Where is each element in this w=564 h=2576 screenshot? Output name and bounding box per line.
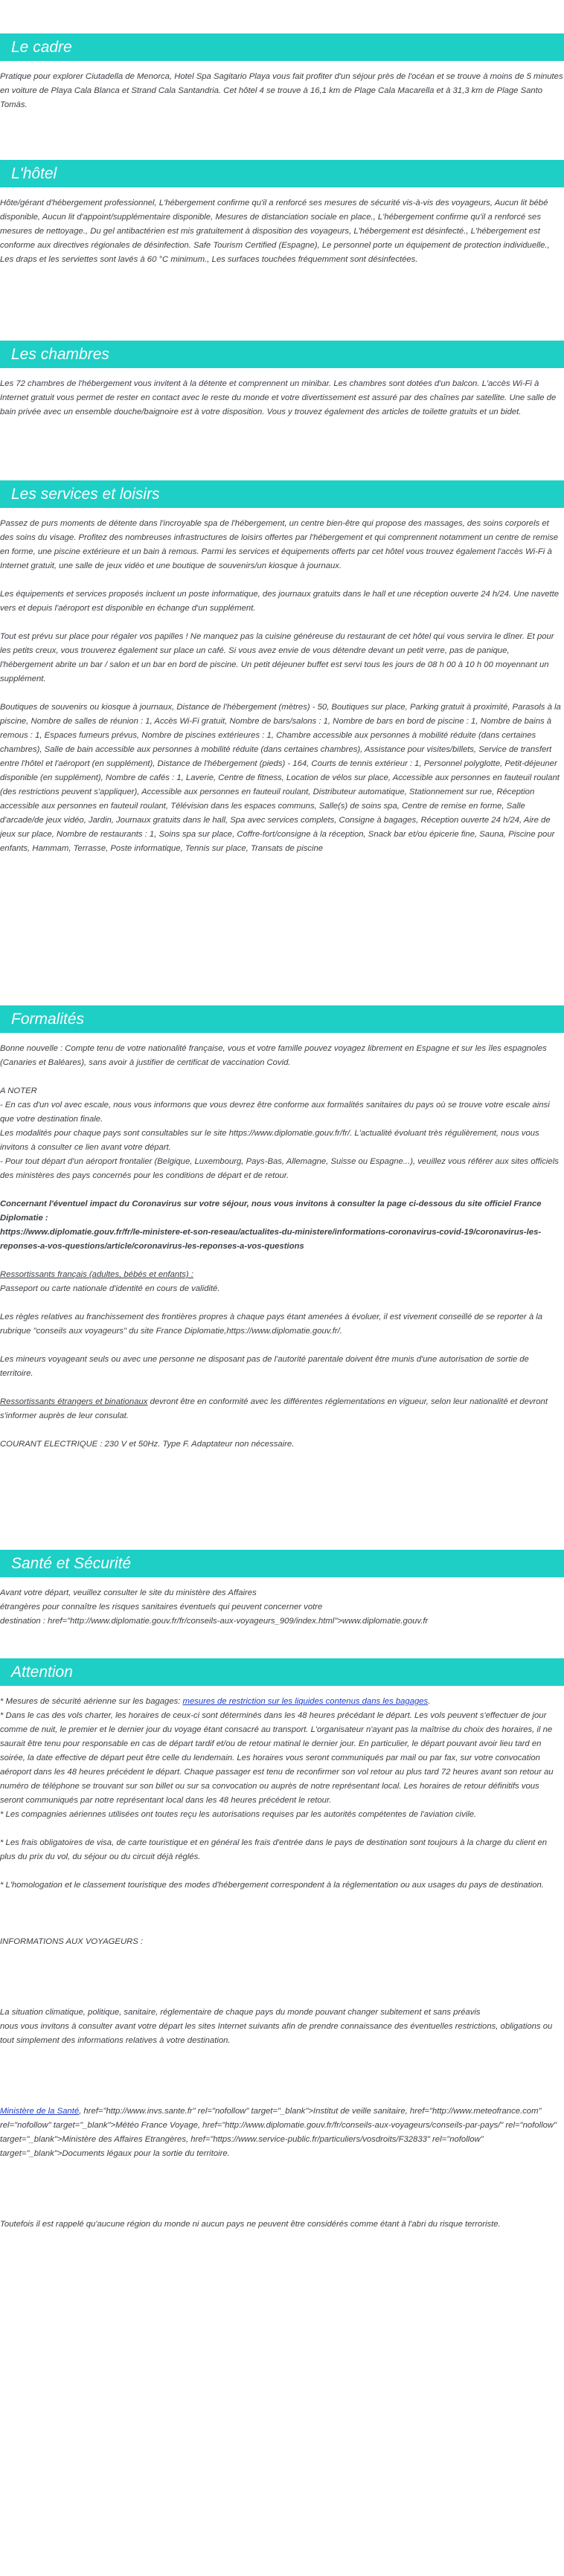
services-paragraph: Passez de purs moments de détente dans l'incroyable spa de l'hébergement, un centre bien-être qui propose des massages, des soins corporels et des soins du visage. Profitez des nombreuses infrastructures de loisirs offertes par l'hébergement et qui comprennent notamment un centre de remise en forme, une piscine extérieure et un bain à remous. Parmi les services et équipements offerts par cet hôtel vous trouvez également l'accès Wi-Fi à Internet gratuit, une salle de jeux vidéo et une boutique de souvenirs/un kiosque à journaux.: [0, 519, 559, 570]
section-title: Le cadre: [11, 39, 72, 56]
attention-bagages-prefix: * Mesures de sécurité aérienne sur les bagages:: [0, 1697, 183, 1706]
ressortissants-francais-label: Ressortissants français (adultes, bébés et enfants) :: [0, 1270, 193, 1279]
cadre-text: Pratique pour explorer Ciutadella de Menorca, Hotel Spa Sagitario Playa vous fait profiter d'un séjour près de l'océan et se trouve à moins de 5 minutes en voiture de Playa Cala Blanca et Strand Cala Santandria. Cet hôtel 4 se trouve à 16,1 km de Plage Cala Macarella et à 31,3 km de Plage Santo Tomás.: [0, 72, 563, 109]
section-title: Les chambres: [11, 346, 109, 363]
section-attention: [0, 1658, 564, 2232]
coronavirus-info-url: https://www.diplomatie.gouv.fr/fr/le-ministere-et-son-reseau/actualites-du-ministere/informations-coronavirus-covid-19/coronavirus-les-reponses-a-vos-questions/article/coronavirus-les-reponses-a-vos-questions: [0, 1228, 542, 1251]
informations-voyageurs-title: INFORMATIONS AUX VOYAGEURS :: [0, 1937, 144, 1946]
chambres-text: Les 72 chambres de l'hébergement vous invitent à la détente et comprennent un minibar. Les chambres sont dotées d'un balcon. L'accès Wi-Fi à Internet gratuit vous permet de rester en contact avec le reste du monde et votre divertissement est assuré par des chaînes par satellite. Une salle de bain privée avec un ensemble douche/baignoire est à votre disposition. Vous y trouvez également des articles de toilette gratuits et un bidet.: [0, 379, 557, 416]
section-header-formalites: [0, 1005, 564, 1033]
situation-line: nous vous invitons à consulter avant votre départ les sites Internet suivants afin de prendre connaissance des éventuelles restrictions, obligations ou tout simplement des informations relatives à votre destination.: [0, 2022, 553, 2045]
coronavirus-info: [0, 1197, 564, 1254]
section-header-services: [0, 480, 564, 508]
coronavirus-info-text: Concernant l'éventuel impact du Coronavirus sur votre séjour, nous vous invitons à consulter la page ci-dessous du site officiel France Diplomatie :: [0, 1200, 542, 1223]
section-header-hotel: [0, 160, 564, 187]
ressortissants-francais-text: Passeport ou carte nationale d'identité en cours de validité.: [0, 1284, 220, 1293]
ressortissants-etrangers-text: devront être en conformité avec les différentes réglementations en vigueur, selon leur nationalité et devront s'informer auprès de leur consulat.: [0, 1397, 548, 1420]
note-line: - Pour tout départ d'un aéroport frontalier (Belgique, Luxembourg, Pays-Bas, Allemagne, Suisse ou Espagne...), veuillez vous référer aux sites officiels des ministères des pays concernés pour les conditions de départ et de retour.: [0, 1157, 559, 1180]
ressortissants-francais: [0, 1268, 564, 1296]
section-header-sante: [0, 1550, 564, 1577]
section-formalites: [0, 1005, 564, 1452]
regles-frontieres: Les règles relatives au franchissement des frontières propres à chaque pays étant amenées à évoluer, il est vivement conseillé de se reporter à la rubrique "conseils aux voyageurs" du site France Diplomatie,https://www.diplomatie.gouv.fr/.: [0, 1313, 543, 1336]
note-line: Les modalités pour chaque pays sont consultables sur le site https://www.diplomatie.gouv.fr/fr/. L'actualité évoluant très régulièrement, nous vous invitons à consulter ce lien avant votre départ.: [0, 1129, 539, 1152]
attention-compagnies: * Les compagnies aériennes utilisées ont toutes reçu les autorisations requises par les autorités compétentes de l'aviation civile.: [0, 1810, 477, 1819]
hotel-text: Hôte/gérant d'hébergement professionnel, L'hébergement confirme qu'il a renforcé ses mesures de sécurité vis-à-vis des voyageurs, Aucun lit bébé disponible, Aucun lit d'appoint/supplémentaire disponible, Mesures de distanciation sociale en place., L'hébergement confirme qu'il a renforcé ses mesures de nettoyage., Du gel antibactérien est mis gratuitement à disposition des voyageurs, L'hébergement est désinfecté., L'hébergement est conforme aux directives régionales de désinfection. Safe Tourism Certified (Espagne), Le personnel porte un équipement de protection individuelle., Les draps et les serviettes sont lavés à 60 °C minimum., Les surfaces touchées fréquemment sont désinfectées.: [0, 199, 550, 264]
courant-electrique: COURANT ELECTRIQUE : 230 V et 50Hz. Type F. Adaptateur non nécessaire.: [0, 1440, 295, 1449]
attention-vols-charter: * Dans le cas des vols charter, les horaires de ceux-ci sont déterminés dans les 48 heures précédant le départ. Les vols peuvent s'effectuer de jour comme de nuit, le premier et le dernier jour du voyage étant consacré au transport. L'organisateur n'ayant pas la maîtrise du choix des horaires, il ne saurait être tenu pour responsable en cas de départ tardif et/ou de retour matinal le dernier jour. En particulier, le départ pouvant avoir lieu tard en soirée, la date effective de départ peut être celle du lendemain. Les horaires vous seront communiqués par mail ou par fax, sur votre convocation aéroport dans les 48 heures précédent le départ. Chaque passager est tenu de reconfirmer son vol retour au plus tard 72 heures avant son retour au numéro de téléphone se trouvant sur son billet ou sur sa convocation ou auprès de notre représentant local. Les horaires de retour définitifs vous seront communiqués par notre représentant local dans les 48 heures précédent le retour.: [0, 1711, 554, 1805]
services-paragraph: Boutiques de souvenirs ou kiosque à journaux, Distance de l'hébergement (mètres) - 50, Boutiques sur place, Parking gratuit à proximité, Parasols à la piscine, Nombre de salles de réunion : 1, Accès Wi-Fi gratuit, Nombre de bars/salons : 1, Nombre de bars en bord de piscine : 1, Nombre de bains à remous : 1, Espaces fumeurs prévus, Nombre de piscines extérieures : 1, Chambre accessible aux personnes à mobilité réduite (dans certaines chambres), Salle de bain accessible aux personnes à mobilité réduite (dans certaines chambres), Assistance pour visites/billets, Service de transfert entre l'hôtel et l'aéroport (en supplément), Distance de l'hébergement (pieds) - 164, Courts de tennis extérieur : 1, Personnel polyglotte, Petit-déjeuner disponible (en supplément), Nombre de cafés : 1, Laverie, Centre de fitness, Location de vélos sur place, Accessible aux personnes en fauteuil roulant (des restrictions peuvent s'appliquer), Accessible aux personnes en fauteuil roulant, Distributeur automatique, Stationnement sur rue, Réception accessible aux personnes en fauteuil roulant, Télévision dans les espaces communs, Salle(s) de soins spa, Centre de remise en forme, Salle d'arcade/de jeux vidéo, Jardin, Journaux gratuits dans le hall, Spa avec services complets, Consigne à bagages, Réception ouverte 24 h/24, Aire de jeux sur place, Nombre de restaurants : 1, Soins spa sur place, Coffre-fort/consigne à la réception, Snack bar et/ou épicerie fine, Sauna, Piscine pour enfants, Hammam, Terrasse, Poste informatique, Tennis sur place, Transats de piscine: [0, 703, 561, 853]
section-title: Attention: [11, 1664, 73, 1681]
sante-text-line: Avant votre départ, veuillez consulter le site du ministère des Affaires: [0, 1588, 257, 1597]
note-title: A NOTER: [0, 1086, 37, 1095]
section-title: Les services et loisirs: [11, 486, 160, 503]
section-title: L'hôtel: [11, 165, 57, 182]
section-cadre: [0, 33, 564, 112]
attention-bagages-suffix: .: [428, 1697, 431, 1706]
risque-terroriste: Toutefois il est rappelé qu'aucune région du monde ni aucun pays ne peuvent être considérés comme étant à l'abri du risque terroriste.: [0, 2220, 501, 2229]
ministere-sante-link[interactable]: Ministère de la Santé: [0, 2107, 80, 2116]
attention-homologation: * L'homologation et le classement touristique des modes d'hébergement correspondent à la réglementation ou aux usages du pays de destination.: [0, 1881, 544, 1890]
liquides-restriction-link[interactable]: mesures de restriction sur les liquides contenus dans les bagages: [182, 1697, 429, 1706]
section-header-attention: [0, 1658, 564, 1686]
section-header-cadre: [0, 33, 564, 61]
services-paragraph: Les équipements et services proposés incluent un poste informatique, des journaux gratuits dans le hall et une réception ouverte 24 h/24. Une navette vers et depuis l'aéroport est disponible en échange d'un supplément.: [0, 590, 560, 613]
sites-officiels: [0, 2105, 564, 2161]
attention-frais-visa: * Les frais obligatoires de visa, de carte touristique et en général les frais d'entrée dans le pays de destination sont toujours à la charge du client en plus du prix du vol, du séjour ou du circuit déjà réglés.: [0, 1838, 548, 1861]
services-paragraph: Tout est prévu sur place pour régaler vos papilles ! Ne manquez pas la cuisine généreuse du restaurant de cet hôtel qui vous servira le dîner. Et pour les petits creux, vous trouverez également sur place un café. Si vous avez envie de vous détendre devant un petit verre, pas de panique, l'hébergement abrite un bar / salon et un bar en bord de piscine. Un petit déjeuner buffet est servi tous les jours de 08 h 00 à 10 h 00 moyennant un supplément.: [0, 632, 554, 683]
formalites-intro: Bonne nouvelle : Compte tenu de votre nationalité française, vous et votre famille pouvez voyagez librement en Espagne et sur les îles espagnoles (Canaries et Baléares), sans avoir à justifier de certificat de vaccination Covid.: [0, 1044, 547, 1067]
section-title: Santé et Sécurité: [11, 1555, 132, 1572]
ressortissants-etrangers: [0, 1395, 564, 1423]
attention-bagages: [0, 1695, 564, 1709]
mineurs-info: Les mineurs voyageant seuls ou avec une personne ne disposant pas de l'autorité parentale doivent être munis d'une autorisation de sortie de territoire.: [0, 1355, 529, 1378]
ressortissants-etrangers-label: Ressortissants étrangers et binationaux: [0, 1397, 148, 1406]
section-title: Formalités: [11, 1011, 85, 1028]
sante-text-line: destination : href="http://www.diplomatie.gouv.fr/fr/conseils-aux-voyageurs_909/index.html">www.diplomatie.gouv.fr: [0, 1617, 429, 1626]
sites-officiels-text: , href="http://www.invs.sante.fr" rel="nofollow" target="_blank">Institut de veille sanitaire, href="http://www.meteofrance.com" rel="nofollow" target="_blank">Météo France Voyage, href="http://www.diplomatie.gouv.fr/fr/conseils-aux-voyageurs/conseils-par-pays/" rel="nofollow" target="_blank">Ministère des Affaires Etrangères, href="https://www.service-public.fr/particuliers/vosdroits/F32833" rel="nofollow" target="_blank">Documents légaux pour la sortie du territoire.: [0, 2107, 557, 2158]
section-hotel: [0, 160, 564, 267]
situation-line: La situation climatique, politique, sanitaire, réglementaire de chaque pays du monde pouvant changer subitement et sans préavis: [0, 2008, 481, 2017]
sante-text-line: étrangères pour connaître les risques sanitaires éventuels qui peuvent concerner votre: [0, 1603, 323, 1611]
note-line: - En cas d'un vol avec escale, nous vous informons que vous devrez être conforme aux formalités sanitaires du pays où se trouve votre escale ainsi que votre destination finale.: [0, 1101, 550, 1124]
section-header-chambres: [0, 341, 564, 368]
section-sante: [0, 1550, 564, 1629]
section-services: [0, 480, 564, 856]
section-chambres: [0, 341, 564, 419]
